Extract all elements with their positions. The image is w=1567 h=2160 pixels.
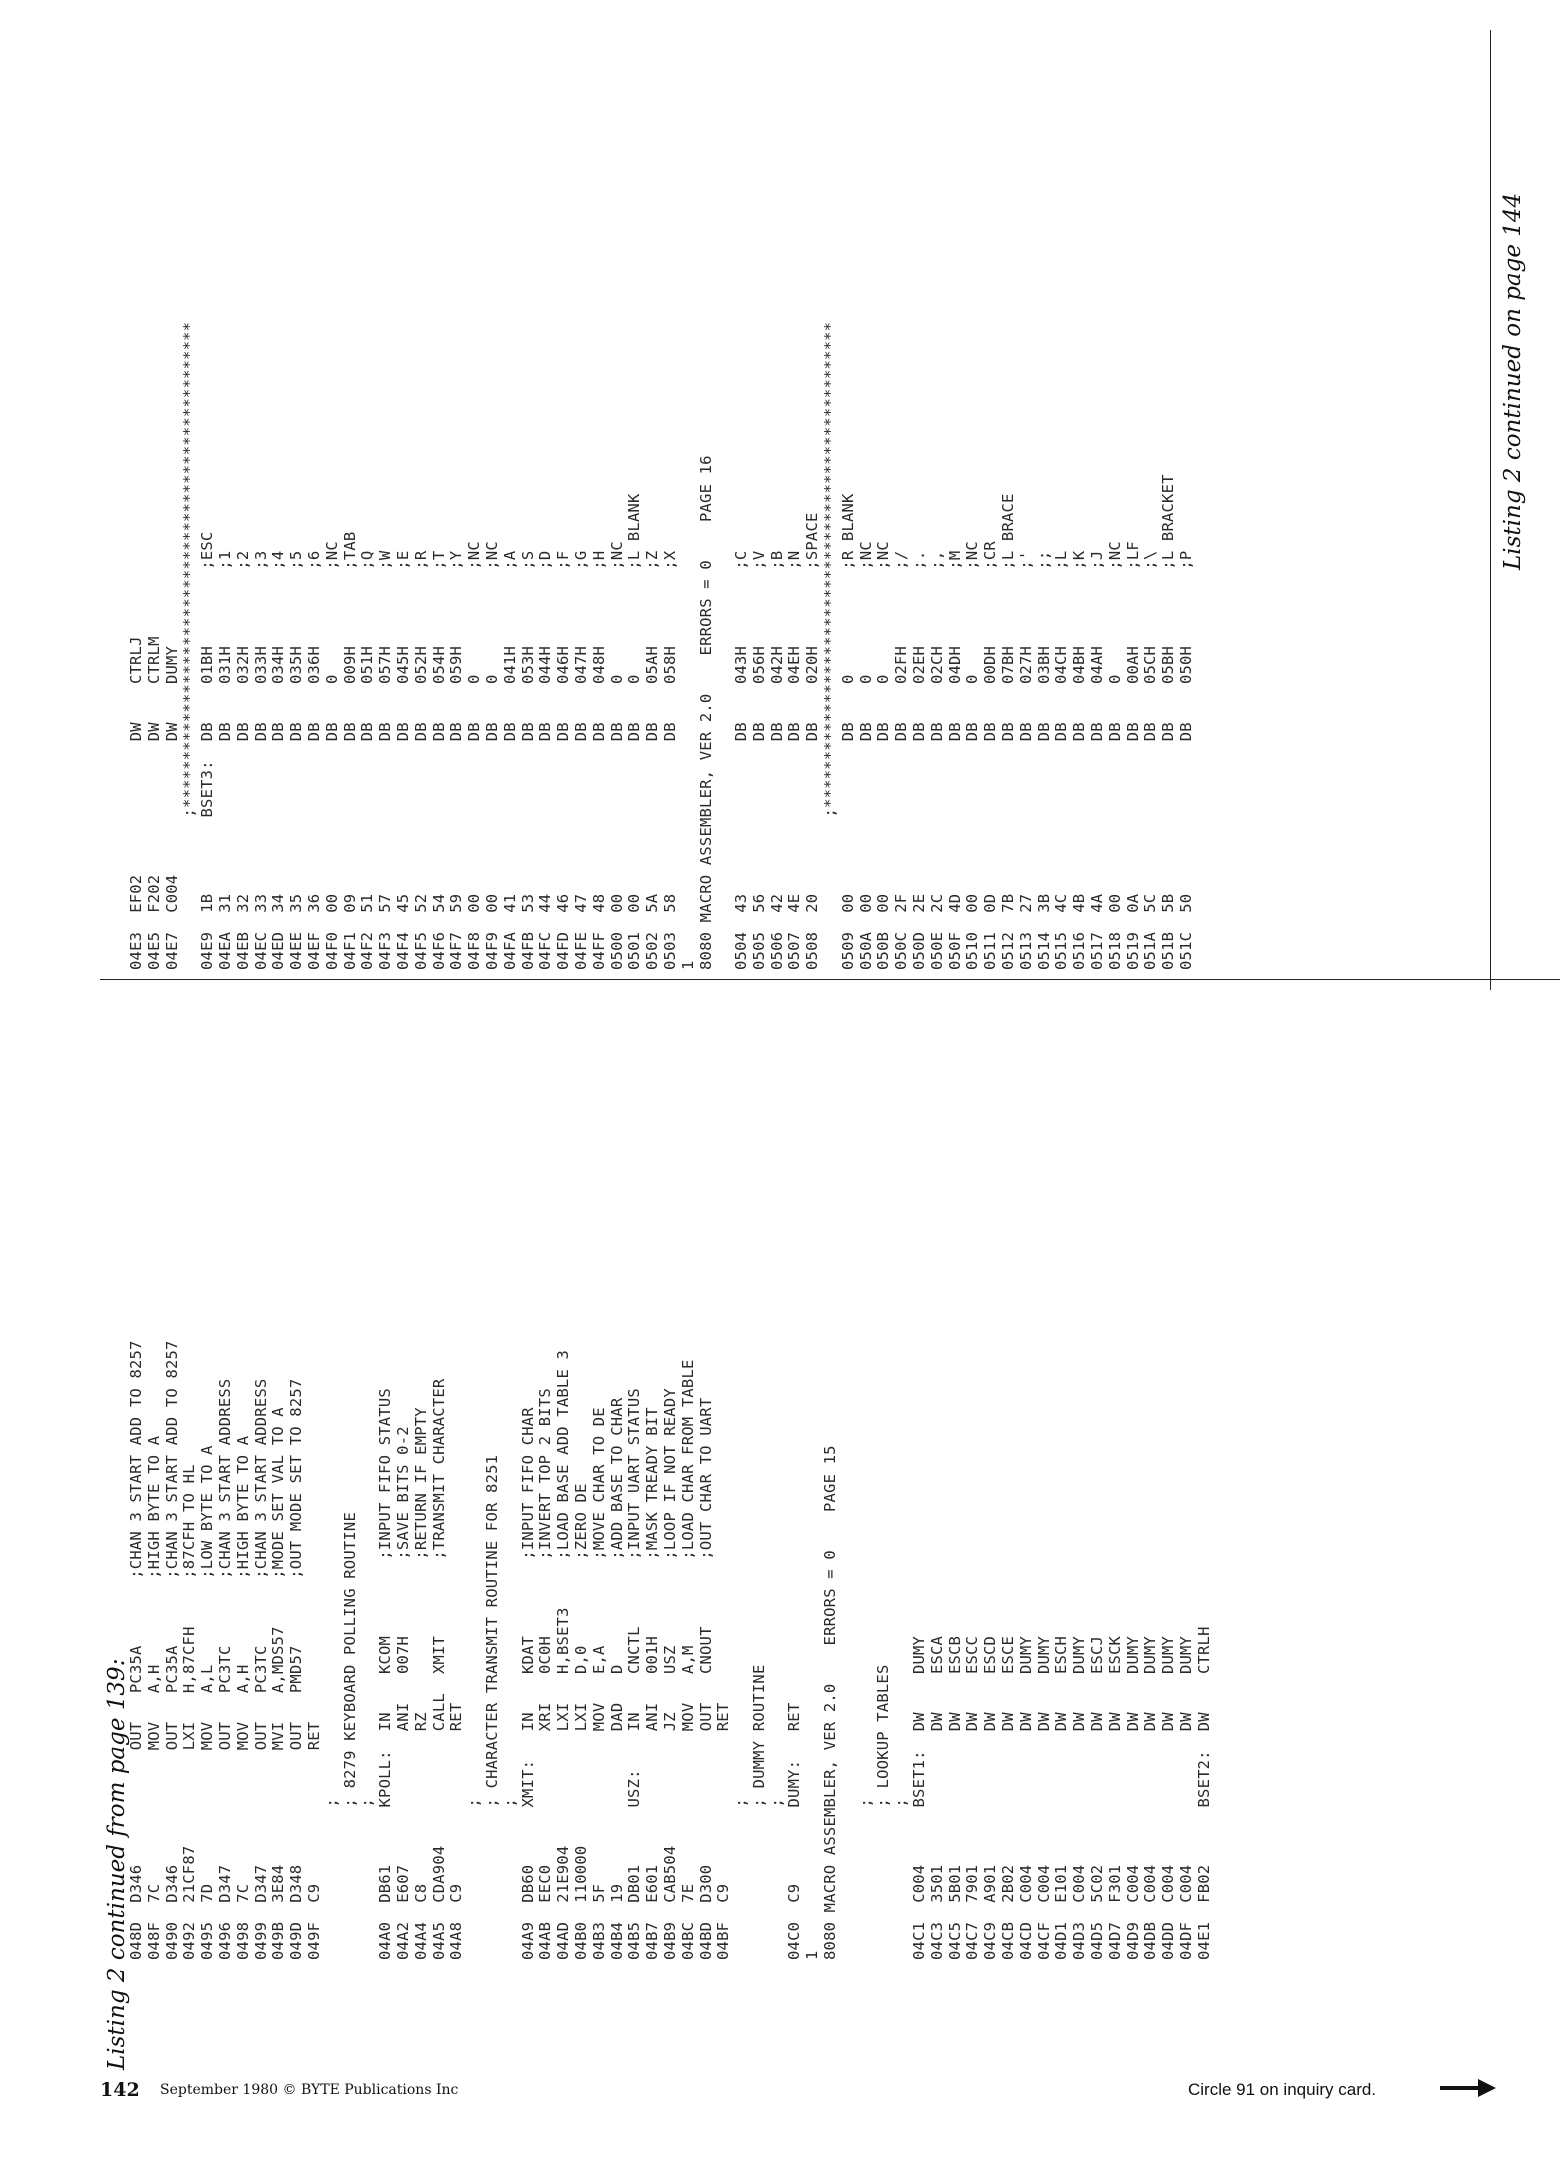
code-line: 0490 D346 OUT PC35A ;CHAN 3 START ADD TO 8257 [162, 1340, 181, 1960]
code-line: 04FC 44 DB 044H ;D [536, 550, 555, 970]
code-line: 04FE 47 DB 047H ;G [571, 550, 590, 970]
code-line: 0504 43 DB 043H ;C [732, 550, 751, 970]
code-line: 04FA 41 DB 041H ;A [500, 550, 519, 970]
code-line: 050B 00 DB 0 ;NC [874, 541, 893, 970]
code-line: 048F 7C MOV A,H ;HIGH BYTE TO A [144, 1435, 163, 1960]
code-line: 04DD C004 DW DUMY [1159, 1635, 1178, 1960]
code-line: 04C9 A901 DW ESCD [981, 1635, 1000, 1960]
code-line: 04C7 7901 DW ESCC [963, 1635, 982, 1960]
code-line: 050C 2F DB 02FH ;/ [892, 550, 911, 970]
code-line: ; [500, 1797, 519, 1960]
code-line: 04A4 C8 RZ ;RETURN IF EMPTY [411, 1407, 430, 1960]
code-line: 04BD D300 OUT CNOUT ;OUT CHAR TO UART [696, 1397, 715, 1960]
code-line: 04C1 C004 BSET1: DW DUMY [910, 1635, 929, 1960]
code-line: 0512 7B DB 07BH ;L BRACE [999, 493, 1018, 970]
code-line: 04F6 54 DB 054H ;T [429, 550, 448, 970]
code-line: 049F C9 RET [304, 1721, 323, 1960]
code-line: 0507 4E DB 04EH ;N [785, 550, 804, 970]
code-line: 050E 2C DB 02CH ;, [927, 550, 946, 970]
bottom-divider [1490, 30, 1491, 990]
code-line [715, 322, 733, 970]
code-line: 04EE 35 DB 035H ;5 [287, 550, 306, 970]
code-line: 04D9 C004 DW DUMY [1123, 1635, 1142, 1960]
code-line: 04DF C004 DW DUMY [1177, 1635, 1196, 1960]
code-line: 04ED 34 DB 034H ;4 [269, 550, 288, 970]
code-line: 0496 D347 OUT PC3TC ;CHAN 3 START ADDRESS [215, 1378, 234, 1960]
code-line: 049B 3E84 MVI A,MDS57 ;MODE SET VAL TO A [269, 1407, 288, 1960]
code-line: 04E9 1B BSET3: DB 01BH ;ESC [198, 531, 217, 970]
code-line: 04D7 F301 DW ESCK [1105, 1635, 1124, 1960]
code-line: 04F3 57 DB 057H ;W [376, 550, 395, 970]
inquiry-card-note: Circle 91 on inquiry card. [1188, 2080, 1377, 2099]
code-lines-right [128, 322, 1196, 970]
code-line: 04FD 46 DB 046H ;F [554, 550, 573, 970]
code-line: 04CF C004 DW DUMY [1034, 1635, 1053, 1960]
code-line: 04B9 CAB504 JZ USZ ;LOOP IF NOT READY [660, 1388, 679, 1960]
code-line: 0516 4B DB 04BH ;K [1070, 550, 1089, 970]
code-line: 04A8 C9 RET [447, 1702, 466, 1960]
code-line: 0492 21CF87 LXI H,87CFH ;87CFH TO HL [180, 1464, 199, 1960]
code-line: 0495 7D MOV A,L ;LOW BYTE TO A [198, 1445, 217, 1960]
code-line: 04B5 DB01 USZ: IN CNCTL ;INPUT UART STATUS [625, 1388, 644, 1960]
code-line: 049D D348 OUT PMD57 ;OUT MODE SET TO 8257 [287, 1378, 306, 1960]
code-line: 04E5 F202 DW CTRLM [144, 636, 163, 970]
code-line: 0515 4C DB 04CH ;L [1052, 550, 1071, 970]
code-line: 04F8 00 DB 0 ;NC [465, 541, 484, 970]
code-line: 0514 3B DB 03BH ;; [1034, 550, 1053, 970]
code-line: 04B3 5F MOV E,A ;MOVE CHAR TO DE [589, 1407, 608, 1960]
code-line: 0500 00 DB 0 ;NC [607, 541, 626, 970]
code-line: 048D D346 OUT PC35A ;CHAN 3 START ADD TO 8257 [127, 1340, 145, 1960]
code-line: 04DB C004 DW DUMY [1141, 1635, 1160, 1960]
code-line: 04F9 00 DB 0 ;NC [482, 541, 501, 970]
code-line: 04BF C9 RET [714, 1702, 733, 1960]
code-line: ;*************************************************** [821, 321, 840, 970]
code-line: 04FF 48 DB 048H ;H [589, 550, 608, 970]
code-line: 051A 5C DB 05CH ;\ [1141, 550, 1160, 970]
code-line: ; [892, 1797, 911, 1960]
code-line: 0511 0D DB 00DH ;CR [981, 541, 1000, 970]
code-line [840, 1340, 858, 1960]
code-line: 051C 50 DB 050H ;P [1177, 550, 1196, 970]
code-line: 04F1 09 DB 009H ;TAB [340, 531, 359, 970]
code-line: ;*************************************************** [180, 321, 199, 970]
code-line: 0499 D347 OUT PC3TC ;CHAN 3 START ADDRESS [251, 1378, 270, 1960]
code-line: 051B 5B DB 05BH ;L BRACKET [1159, 474, 1178, 970]
code-line: 04D3 C004 DW DUMY [1070, 1635, 1089, 1960]
listing-heading-continued-on: Listing 2 continued on page 144 [1500, 192, 1526, 570]
code-line: 0501 00 DB 0 ;L BLANK [625, 493, 644, 970]
code-line: 0498 7C MOV A,H ;HIGH BYTE TO A [233, 1435, 252, 1960]
code-line: 04FB 53 DB 053H ;S [518, 550, 537, 970]
code-line: 04BC 7E MOV A,M ;LOAD CHAR FROM TABLE [678, 1359, 697, 1960]
code-line: ; [322, 1797, 341, 1960]
code-line: 04B7 E601 ANI 001H ;MASK TREADY BIT [643, 1407, 662, 1960]
page-number: 142 [100, 2079, 140, 2101]
code-line: 0517 4A DB 04AH ;J [1088, 550, 1107, 970]
code-line: 0510 00 DB 0 ;NC [963, 541, 982, 970]
code-line: 04E1 FB02 BSET2: DW CTRLH [1194, 1626, 1213, 1960]
code-line: 8080 MACRO ASSEMBLER, VER 2.0 ERRORS = 0 PAGE 16 [696, 455, 715, 970]
code-line: 04A2 E607 ANI 007H ;SAVE BITS 0-2 [393, 1426, 412, 1960]
code-line: 04C5 5B01 DW ESCB [945, 1635, 964, 1960]
code-line: 1 [803, 1950, 822, 1960]
code-line: 04C0 C9 DUMY: RET [785, 1702, 804, 1960]
code-line: 04A0 DB61 KPOLL: IN KCOM ;INPUT FIFO STATUS [376, 1388, 395, 1960]
code-line: ; [358, 1797, 377, 1960]
code-line: ; [767, 1797, 786, 1960]
code-line: 04F2 51 DB 051H ;Q [358, 550, 377, 970]
right-arrow-icon [1438, 2076, 1498, 2100]
code-line: 04D5 5C02 DW ESCJ [1088, 1635, 1107, 1960]
code-line: ; LOOKUP TABLES [874, 1664, 893, 1960]
code-line: ; DUMMY ROUTINE [749, 1664, 768, 1960]
code-line: 04A5 CDA904 CALL XMIT ;TRANSMIT CHARACTER [429, 1378, 448, 1960]
code-line: 050A 00 DB 0 ;NC [856, 541, 875, 970]
code-line: 04B0 110000 LXI D,0 ;ZERO DE [571, 1483, 590, 1960]
code-line: 04F4 45 DB 045H ;E [393, 550, 412, 970]
code-lines-left [128, 1340, 1214, 1960]
code-line: 04B4 19 DAD D ;ADD BASE TO CHAR [607, 1397, 626, 1960]
code-line: ; CHARACTER TRANSMIT ROUTINE FOR 8251 [482, 1454, 501, 1960]
code-line: 04F7 59 DB 059H ;Y [447, 550, 466, 970]
code-line: ; [732, 1797, 751, 1960]
code-line: 0502 5A DB 05AH ;Z [643, 550, 662, 970]
code-line: 04E3 EF02 DW CTRLJ [127, 636, 145, 970]
listing-column-left [0, 1000, 1567, 1960]
code-line: 04C3 3501 DW ESCA [927, 1635, 946, 1960]
publication-line: September 1980 © BYTE Publications Inc [160, 2082, 459, 2098]
code-line: 04EF 36 DB 036H ;6 [304, 550, 323, 970]
listing-column-right [0, 10, 1567, 970]
code-line: 050D 2E DB 02EH ;. [910, 550, 929, 970]
code-line: 04F0 00 DB 0 ;NC [322, 541, 341, 970]
code-line: 0508 20 DB 020H ;SPACE [803, 512, 822, 970]
code-line: 04F5 52 DB 052H ;R [411, 550, 430, 970]
code-line: 0505 56 DB 056H ;V [749, 550, 768, 970]
code-line: 04AD 21E904 LXI H,BSET3 ;LOAD BASE ADD TABLE 3 [554, 1349, 573, 1960]
code-line: 04EA 31 DB 031H ;1 [215, 550, 234, 970]
code-line: ; [465, 1797, 484, 1960]
code-line: 04A9 DB60 XMIT: IN KDAT ;INPUT FIFO CHAR [518, 1407, 537, 1960]
code-line: 04D1 E101 DW ESCH [1052, 1635, 1071, 1960]
code-line: 0503 58 DB 058H ;X [660, 550, 679, 970]
code-line: 04CB 2B02 DW ESCE [999, 1635, 1018, 1960]
code-line: ; 8279 KEYBOARD POLLING ROUTINE [340, 1512, 359, 1960]
code-line: ; [856, 1797, 875, 1960]
code-line: 04E7 C004 DW DUMY [162, 645, 181, 970]
code-line: 04AB EEC0 XRI 0C0H ;INVERT TOP 2 BITS [536, 1388, 555, 1960]
code-line: 8080 MACRO ASSEMBLER, VER 2.0 ERRORS = 0 PAGE 15 [821, 1445, 840, 1960]
listing-heading-continued-from: Listing 2 continued from page 139: [104, 1658, 130, 2070]
code-line: 1 [678, 960, 697, 970]
code-line: 04CD C004 DW DUMY [1016, 1635, 1035, 1960]
code-line: 0509 00 DB 0 ;R BLANK [838, 493, 857, 970]
column-divider [100, 979, 1560, 980]
code-line: 0518 00 DB 0 ;NC [1105, 541, 1124, 970]
code-line: 050F 4D DB 04DH ;M [945, 550, 964, 970]
code-line: 0513 27 DB 027H ;' [1016, 550, 1035, 970]
code-line: 0506 42 DB 042H ;B [767, 550, 786, 970]
code-line: 04EB 32 DB 032H ;2 [233, 550, 252, 970]
code-line: 04EC 33 DB 033H ;3 [251, 550, 270, 970]
code-line: 0519 0A DB 00AH ;LF [1123, 541, 1142, 970]
